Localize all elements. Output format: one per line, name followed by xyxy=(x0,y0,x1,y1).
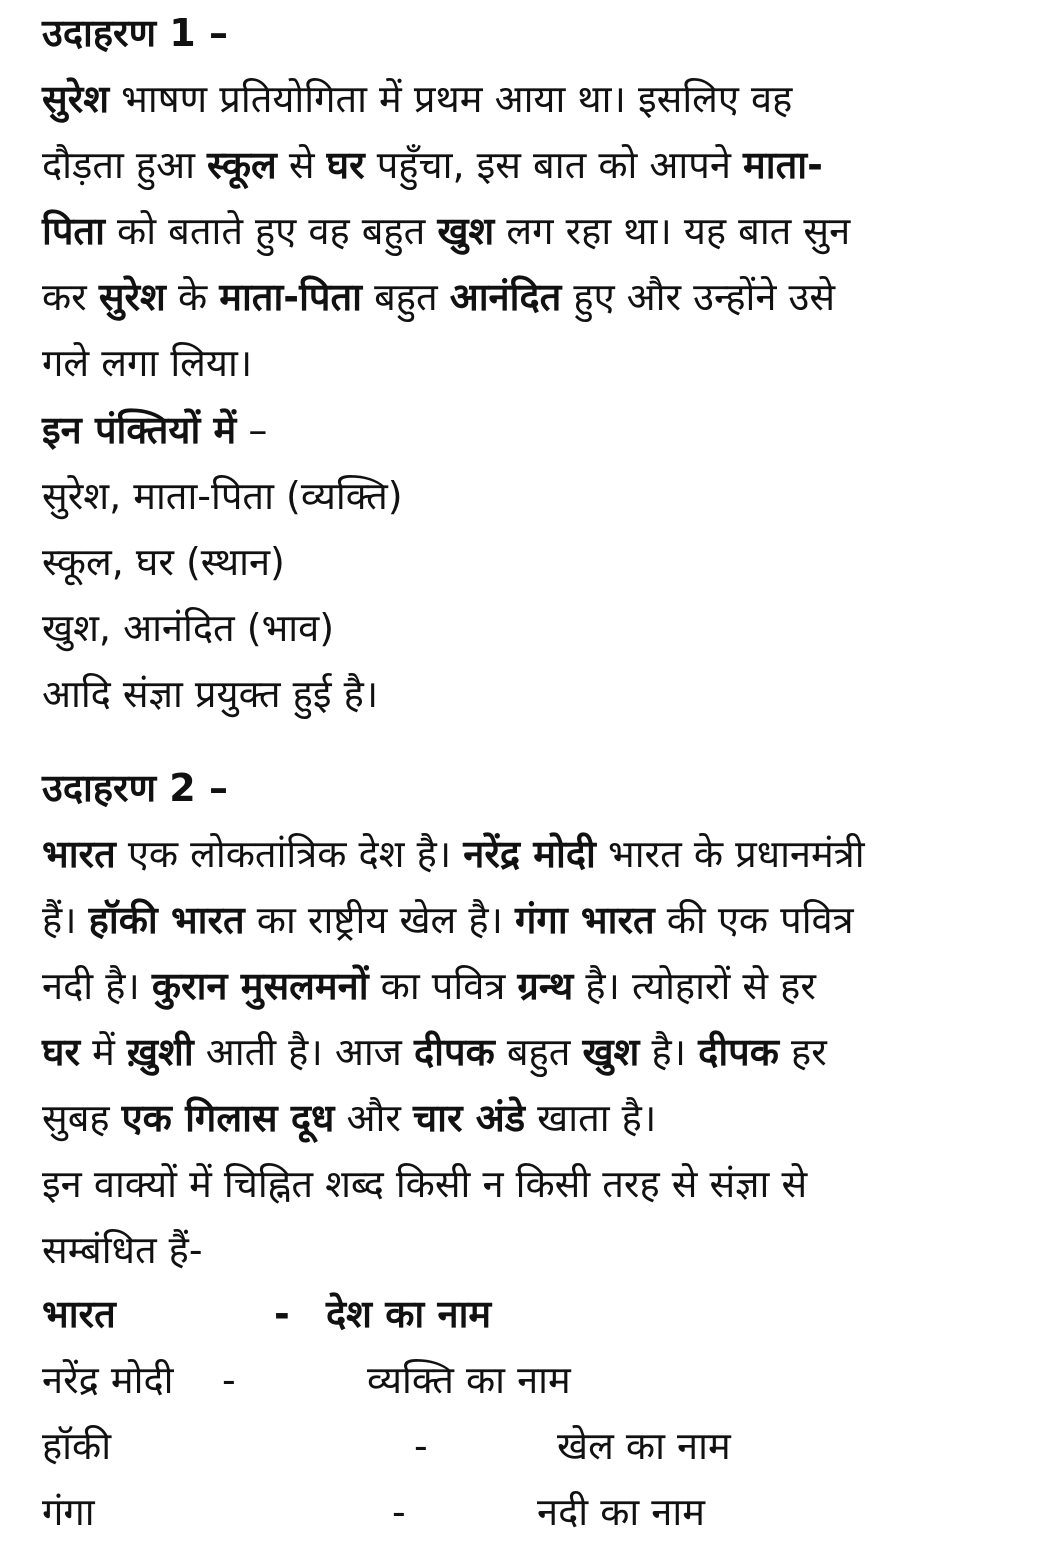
table-word: हॉकी xyxy=(42,1424,112,1468)
paragraph-line xyxy=(42,1217,203,1283)
text-run: का पवित्र xyxy=(368,964,518,1008)
text-run: कर xyxy=(42,275,99,319)
text-run: और xyxy=(334,1096,413,1140)
bold-term: पिता xyxy=(42,209,105,253)
paragraph-line xyxy=(42,1151,807,1217)
paragraph-line xyxy=(42,1019,827,1085)
bold-term: घर xyxy=(326,143,365,187)
text-run: है। त्योहारों से हर xyxy=(573,964,816,1008)
table-word: नरेंद्र मोदी xyxy=(42,1358,174,1402)
paragraph-line xyxy=(42,821,865,887)
table-meaning: खेल का नाम xyxy=(557,1424,731,1468)
text-run: का राष्ट्रीय खेल है। xyxy=(244,898,516,942)
text-run: के xyxy=(165,275,220,319)
text-run: लग रहा था। यह बात सुन xyxy=(494,209,851,253)
text-run: इन वाक्यों में चिह्नित शब्द किसी न किसी तरह से संज्ञा से xyxy=(42,1162,808,1206)
table-row xyxy=(42,1281,1042,1347)
text-run: गले लगा लिया। xyxy=(42,341,253,385)
list-item: आदि संज्ञा प्रयुक्त हुई है। xyxy=(42,672,379,716)
bold-term: ग्रन्थ xyxy=(517,964,574,1008)
table-dash: - xyxy=(392,1490,406,1534)
bold-term: हॉकी भारत xyxy=(88,898,245,942)
example-2-heading: उदाहरण 2 – xyxy=(42,766,228,810)
text-run: सुबह xyxy=(42,1096,122,1140)
text-run: से xyxy=(276,143,327,187)
text-run: नदी है। xyxy=(42,964,152,1008)
text-run: भारत के प्रधानमंत्री xyxy=(595,832,865,876)
paragraph-line xyxy=(42,1085,656,1151)
table-dash: - xyxy=(274,1292,290,1336)
table-dash: - xyxy=(222,1358,236,1402)
table-row xyxy=(42,1413,1042,1479)
text-run: खाता है। xyxy=(525,1096,657,1140)
text-run: हैं। xyxy=(42,898,89,942)
text-run: हुए और उन्होंने उसे xyxy=(561,275,836,319)
text-run: को बताते हुए वह बहुत xyxy=(104,209,438,253)
bold-term: खुश xyxy=(437,209,495,253)
bold-term: दीपक xyxy=(413,1030,495,1074)
paragraph-line xyxy=(42,330,252,396)
text-run: पहुँचा, इस बात को आपने xyxy=(364,143,744,187)
bold-term: एक गिलास दूध xyxy=(121,1096,335,1140)
paragraph-line xyxy=(42,264,835,330)
bold-term: सुरेश xyxy=(42,77,110,121)
text-run: एक लोकतांत्रिक देश है। xyxy=(115,832,464,876)
example-1-heading: उदाहरण 1 – xyxy=(42,11,228,55)
bold-term: आनंदित xyxy=(449,275,562,319)
text-run: की एक पवित्र xyxy=(654,898,854,942)
table-word: भारत xyxy=(42,1292,116,1336)
bold-term: ख़ुशी xyxy=(126,1030,194,1074)
table-dash: - xyxy=(414,1424,428,1468)
bold-term: चार अंडे xyxy=(412,1096,526,1140)
bold-term: माता-पिता xyxy=(219,275,363,319)
paragraph-line xyxy=(42,953,816,1019)
bold-term: दीपक xyxy=(698,1030,779,1074)
lines-intro xyxy=(42,397,267,463)
text-run: में xyxy=(80,1030,127,1074)
table-word: गंगा xyxy=(42,1490,95,1534)
lines-intro-bold: इन पंक्तियों में xyxy=(42,408,237,452)
bold-term: माता- xyxy=(743,143,823,187)
text-run: हर xyxy=(778,1030,827,1074)
text-run: सम्बंधित हैं- xyxy=(42,1228,203,1272)
bold-term: खुश xyxy=(582,1030,640,1074)
table-meaning: व्यक्ति का नाम xyxy=(367,1358,571,1402)
lines-intro-dash: – xyxy=(236,408,268,452)
bold-term: नरेंद्र मोदी xyxy=(463,832,596,876)
bold-term: भारत xyxy=(42,832,116,876)
text-run: भाषण प्रतियोगिता में प्रथम आया था। इसलिए वह xyxy=(109,77,793,121)
bold-term: घर xyxy=(42,1030,81,1074)
table-row xyxy=(42,1479,1042,1545)
paragraph-line xyxy=(42,887,854,953)
bold-term: गंगा भारत xyxy=(515,898,655,942)
text-run: है। xyxy=(639,1030,699,1074)
table-row xyxy=(42,1347,1042,1413)
text-run: आती है। आज xyxy=(193,1030,414,1074)
paragraph-line xyxy=(42,132,823,198)
text-run: दौड़ता हुआ xyxy=(42,143,208,187)
bold-term: सुरेश xyxy=(98,275,166,319)
text-run: बहुत xyxy=(494,1030,583,1074)
list-item: खुश, आनंदित (भाव) xyxy=(42,606,335,650)
list-item: सुरेश, माता-पिता (व्यक्ति) xyxy=(42,474,403,518)
paragraph-line xyxy=(42,198,850,264)
text-run: बहुत xyxy=(362,275,450,319)
table-meaning: नदी का नाम xyxy=(537,1490,705,1534)
bold-term: कुरान मुसलमनों xyxy=(151,964,369,1008)
bold-term: स्कूल xyxy=(207,143,277,187)
paragraph-line xyxy=(42,66,792,132)
list-item: स्कूल, घर (स्थान) xyxy=(42,540,285,584)
table-meaning: देश का नाम xyxy=(326,1292,492,1336)
